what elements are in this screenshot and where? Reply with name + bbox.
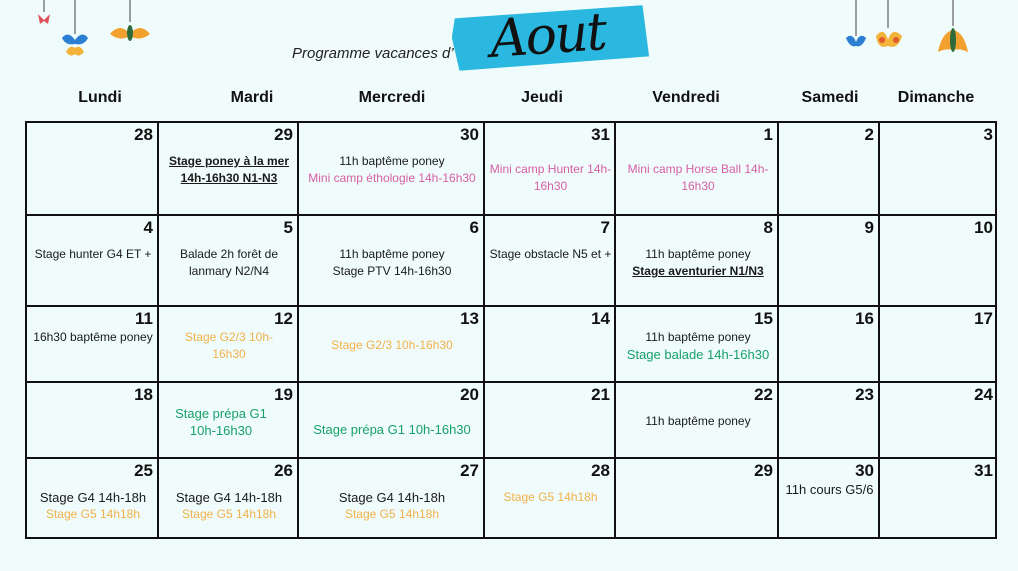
calendar-day-cell (616, 216, 779, 307)
day-number: 17 (974, 309, 993, 328)
event-text: 11h baptême poney (645, 247, 751, 261)
event-text: Stage G4 14h-18h (338, 490, 446, 505)
butterfly-decoration-right (838, 0, 988, 70)
event-list (301, 153, 483, 187)
day-number: 31 (591, 125, 610, 144)
event-text: Stage hunter G4 ET + (34, 247, 152, 261)
event-text: Stage G2/3 10h-16h30 (184, 330, 274, 361)
calendar-day-cell (779, 383, 880, 459)
day-number: 12 (274, 309, 293, 328)
event-text: 11h baptême poney (645, 414, 751, 428)
program-subtitle: Programme vacances d’ (292, 45, 454, 62)
event-text: 11h baptême poney (645, 330, 751, 344)
event-text: Stage G5 14h18h (344, 507, 440, 521)
calendar-day-cell (159, 383, 299, 459)
event-list (782, 481, 878, 498)
day-number: 31 (974, 461, 993, 480)
event-text: Balade 2h forêt de lanmary N2/N4 (179, 247, 279, 278)
calendar-day-cell (616, 307, 779, 383)
event-list (168, 153, 290, 187)
event-text: Stage prépa G1 10h-16h30 (313, 422, 471, 437)
calendar-day-cell (27, 216, 159, 307)
calendar-day-cell (779, 216, 880, 307)
event-text: Stage aventurier N1/N3 (632, 264, 764, 278)
calendar-day-cell (27, 383, 159, 459)
event-list (488, 161, 614, 195)
event-text: Stage poney à la mer 14h-16h30 N1-N3 (168, 154, 290, 185)
calendar-day-cell (159, 459, 299, 539)
day-number: 7 (600, 218, 610, 237)
calendar-day-cell (485, 307, 616, 383)
event-list (618, 329, 778, 363)
event-text: Stage G4 14h-18h (175, 490, 283, 505)
event-list (301, 421, 483, 438)
day-number: 30 (460, 125, 479, 144)
calendar-day-cell (27, 459, 159, 539)
day-header-dimanche: Dimanche (897, 89, 975, 106)
day-number: 11 (135, 309, 153, 328)
calendar-day-cell (299, 459, 485, 539)
calendar-grid (25, 121, 997, 539)
event-list (301, 246, 483, 280)
event-text: Stage PTV 14h-16h30 (332, 264, 452, 278)
calendar-day-cell (779, 123, 880, 216)
event-list (488, 246, 614, 263)
calendar-day-cell (616, 123, 779, 216)
day-number: 6 (469, 218, 479, 237)
day-number: 1 (763, 125, 773, 144)
day-number: 8 (763, 218, 773, 237)
day-header-mardi: Mardi (230, 89, 274, 106)
event-list (161, 246, 297, 280)
calendar-day-cell (159, 307, 299, 383)
day-number: 30 (855, 461, 874, 480)
day-number: 28 (134, 125, 153, 144)
event-list (169, 329, 289, 363)
calendar-day-cell (27, 307, 159, 383)
day-number: 22 (754, 385, 773, 404)
calendar-day-cell (779, 307, 880, 383)
day-header-lundi: Lundi (78, 89, 122, 106)
event-text: 11h cours G5/6 (785, 482, 874, 497)
day-number: 13 (460, 309, 479, 328)
day-number: 5 (283, 218, 293, 237)
day-number: 15 (754, 309, 773, 328)
calendar-day-cell (299, 383, 485, 459)
calendar-day-cell (485, 123, 616, 216)
event-text: Stage balade 14h-16h30 (626, 347, 770, 362)
day-number: 26 (274, 461, 293, 480)
calendar-day-cell (159, 123, 299, 216)
calendar-day-cell (880, 216, 997, 307)
event-list (301, 489, 483, 523)
day-number: 10 (974, 218, 993, 237)
calendar-day-cell (27, 123, 159, 216)
butterfly-decoration-left (30, 0, 170, 70)
calendar-day-cell (880, 307, 997, 383)
event-text: Stage obstacle N5 et + (489, 247, 612, 261)
calendar-day-cell (880, 459, 997, 539)
day-number: 28 (591, 461, 610, 480)
event-text: Mini camp Horse Ball 14h-16h30 (627, 162, 769, 193)
event-text: Stage prépa G1 10h-16h30 (175, 406, 267, 438)
day-number: 3 (983, 125, 993, 144)
day-number: 2 (864, 125, 874, 144)
day-number: 14 (591, 309, 610, 328)
calendar-day-cell (779, 459, 880, 539)
calendar-day-cell (299, 307, 485, 383)
calendar-day-cell (299, 216, 485, 307)
day-number: 29 (754, 461, 773, 480)
event-text: 11h baptême poney (339, 247, 445, 261)
event-list (488, 489, 614, 506)
event-text: Stage G5 14h18h (503, 490, 598, 504)
day-number: 25 (134, 461, 153, 480)
calendar-day-cell (299, 123, 485, 216)
calendar-day-cell (880, 123, 997, 216)
calendar-day-cell (485, 459, 616, 539)
day-number: 23 (855, 385, 874, 404)
calendar-day-cell (485, 383, 616, 459)
event-text: Stage G2/3 10h-16h30 (331, 338, 453, 352)
month-title: Aout (488, 2, 608, 70)
event-list (161, 489, 297, 523)
day-number: 21 (591, 385, 610, 404)
calendar-day-cell (616, 383, 779, 459)
day-number: 18 (134, 385, 153, 404)
day-number: 24 (974, 385, 993, 404)
calendar-day-cell (616, 459, 779, 539)
day-number: 4 (143, 218, 153, 237)
event-text: Stage G5 14h18h (181, 507, 277, 521)
event-list (30, 246, 156, 263)
event-list (618, 246, 778, 280)
day-header-jeudi: Jeudi (521, 89, 563, 106)
event-list (161, 405, 281, 439)
calendar-day-cell (159, 216, 299, 307)
day-number: 9 (864, 218, 874, 237)
event-text: Stage G4 14h-18h (39, 490, 147, 505)
day-header-vendredi: Vendredi (652, 89, 720, 106)
event-text: 11h baptême poney (339, 154, 445, 168)
day-number: 29 (274, 125, 293, 144)
day-number: 16 (855, 309, 874, 328)
event-list (30, 329, 156, 346)
event-text: Mini camp éthologie 14h-16h30 (308, 171, 476, 185)
event-text: Mini camp Hunter 14h-16h30 (489, 162, 612, 193)
calendar-day-cell (485, 216, 616, 307)
event-list (30, 489, 156, 523)
calendar-day-cell (880, 383, 997, 459)
event-text: 16h30 baptême poney (33, 330, 153, 344)
event-list (618, 161, 778, 195)
day-header-mercredi: Mercredi (358, 89, 426, 106)
day-number: 19 (274, 385, 293, 404)
event-list (301, 337, 483, 354)
event-list (618, 413, 778, 430)
day-number: 20 (460, 385, 479, 404)
day-number: 27 (460, 461, 479, 480)
event-text: Stage G5 14h18h (45, 507, 141, 521)
day-header-samedi: Samedi (801, 89, 859, 106)
